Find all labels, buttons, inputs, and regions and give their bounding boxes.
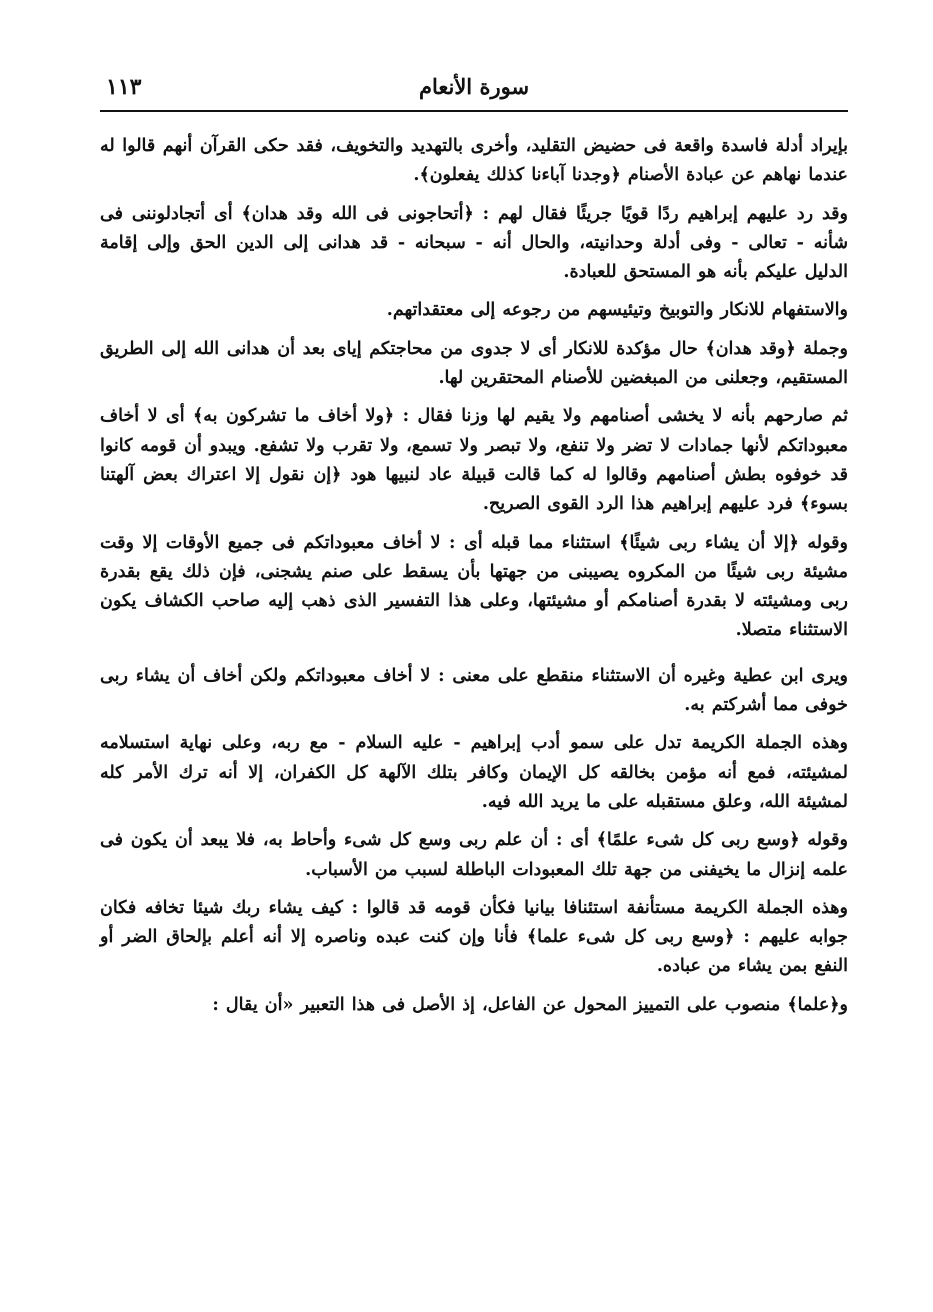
- paragraph: وهذه الجملة الكريمة مستأنفة استئنافا بيانيا فكأن قومه قد قالوا : كيف يشاء ربك شيئا تخافه فكان جوابه عليهم : ﴿وسع ربى كل شىء علما﴾ فأنا وإن كنت عبده وناصره إلا أنه أعلم بإلحاق الضر أو النفع بمن يشاء من عباده.: [100, 897, 848, 977]
- paragraph: وقد رد عليهم إبراهيم ردًا قويًا جريئًا فقال لهم : ﴿أتحاجونى فى الله وقد هدان﴾ أى أتجادلوننى فى شأنه - تعالى - وفى أدلة وحدانيته، والحال أنه - سبحانه - قد هدانى إلى الدين الحق وإلى إقامة الدليل عليكم بأنه هو المستحق للعبادة.: [100, 203, 848, 283]
- paragraph: وقوله ﴿إلا أن يشاء ربى شيئًا﴾ استثناء مما قبله أى : لا أخاف معبوداتكم فى جميع الأوقات إلا وقت مشيئة ربى شيئًا من المكروه يصيبنى من جهتها بأن يسقط على صنم يشجنى، فإن ذلك يقع بقدرة ربى ومشيئته لا بقدرة أصنامكم أو مشيئتها، وعلى هذا التفسير الذى ذهب إليه صاحب الكشاف يكون الاستثناء متصلا.: [100, 532, 848, 641]
- paragraph: ويرى ابن عطية وغيره أن الاستثناء منقطع على معنى : لا أخاف معبوداتكم ولكن أخاف أن يشاء ربى خوفى مما أشركتم به.: [100, 665, 848, 716]
- paragraph: والاستفهام للانكار والتوبيخ وتيئيسهم من رجوعه إلى معتقداتهم.: [386, 300, 848, 321]
- paragraph: بإيراد أدلة فاسدة واقعة فى حضيض التقليد، وأخرى بالتهديد والتخويف، فقد حكى القرآن أنهم قالوا له عندما نهاهم عن عبادة الأصنام ﴿وجدنا آباءنا كذلك يفعلون﴾.: [100, 136, 848, 186]
- page-header: [100, 72, 848, 112]
- paragraph: و﴿علما﴾ منصوب على التمييز المحول عن الفاعل، إذ الأصل فى هذا التعبير «أن يقال :: [212, 994, 848, 1015]
- surah-title: سورة الأنعام: [418, 74, 530, 99]
- page-body: [100, 132, 848, 1020]
- paragraph: ثم صارحهم بأنه لا يخشى أصنامهم ولا يقيم لها وزنا فقال : ﴿ولا أخاف ما تشركون به﴾ أى لا أخاف معبوداتكم لأنها جمادات لا تضر ولا تنفع، ولا تبصر ولا تسمع، ولا تقرب ولا تشفع. ويبدو أن قومه كانوا قد خوفوه بطش أصنامهم وقالوا له كما قالت قبيلة عاد لنبيها هود ﴿إن نقول إلا اعتراك بعض آلهتنا بسوء﴾ فرد عليهم إبراهيم هذا الرد القوى الصريح.: [100, 406, 848, 515]
- page-number: ١١٣: [106, 74, 142, 100]
- book-page: [100, 72, 848, 1292]
- paragraph: وجملة ﴿وقد هدان﴾ حال مؤكدة للانكار أى لا جدوى من محاجتكم إياى بعد أن هدانى الله إلى الطريق المستقيم، وجعلنى من المبغضين للأصنام المحتقرين لها.: [100, 338, 848, 389]
- paragraph: وقوله ﴿وسع ربى كل شىء علمًا﴾ أى : أن علم ربى وسع كل شىء وأحاط به، فلا يبعد أن يكون فى علمه إنزال ما يخيفنى من جهة تلك المعبودات الباطلة لسبب من الأسباب.: [100, 830, 848, 880]
- paragraph: وهذه الجملة الكريمة تدل على سمو أدب إبراهيم - عليه السلام - مع ربه، وعلى نهاية استسلامه لمشيئته، فمع أنه مؤمن بخالقه كل الإيمان وكافر بتلك الآلهة كل الكفران، إلا أنه ترك الأمر كله لمشيئة الله، وعلق مستقبله على ما يريد الله فيه.: [100, 733, 848, 812]
